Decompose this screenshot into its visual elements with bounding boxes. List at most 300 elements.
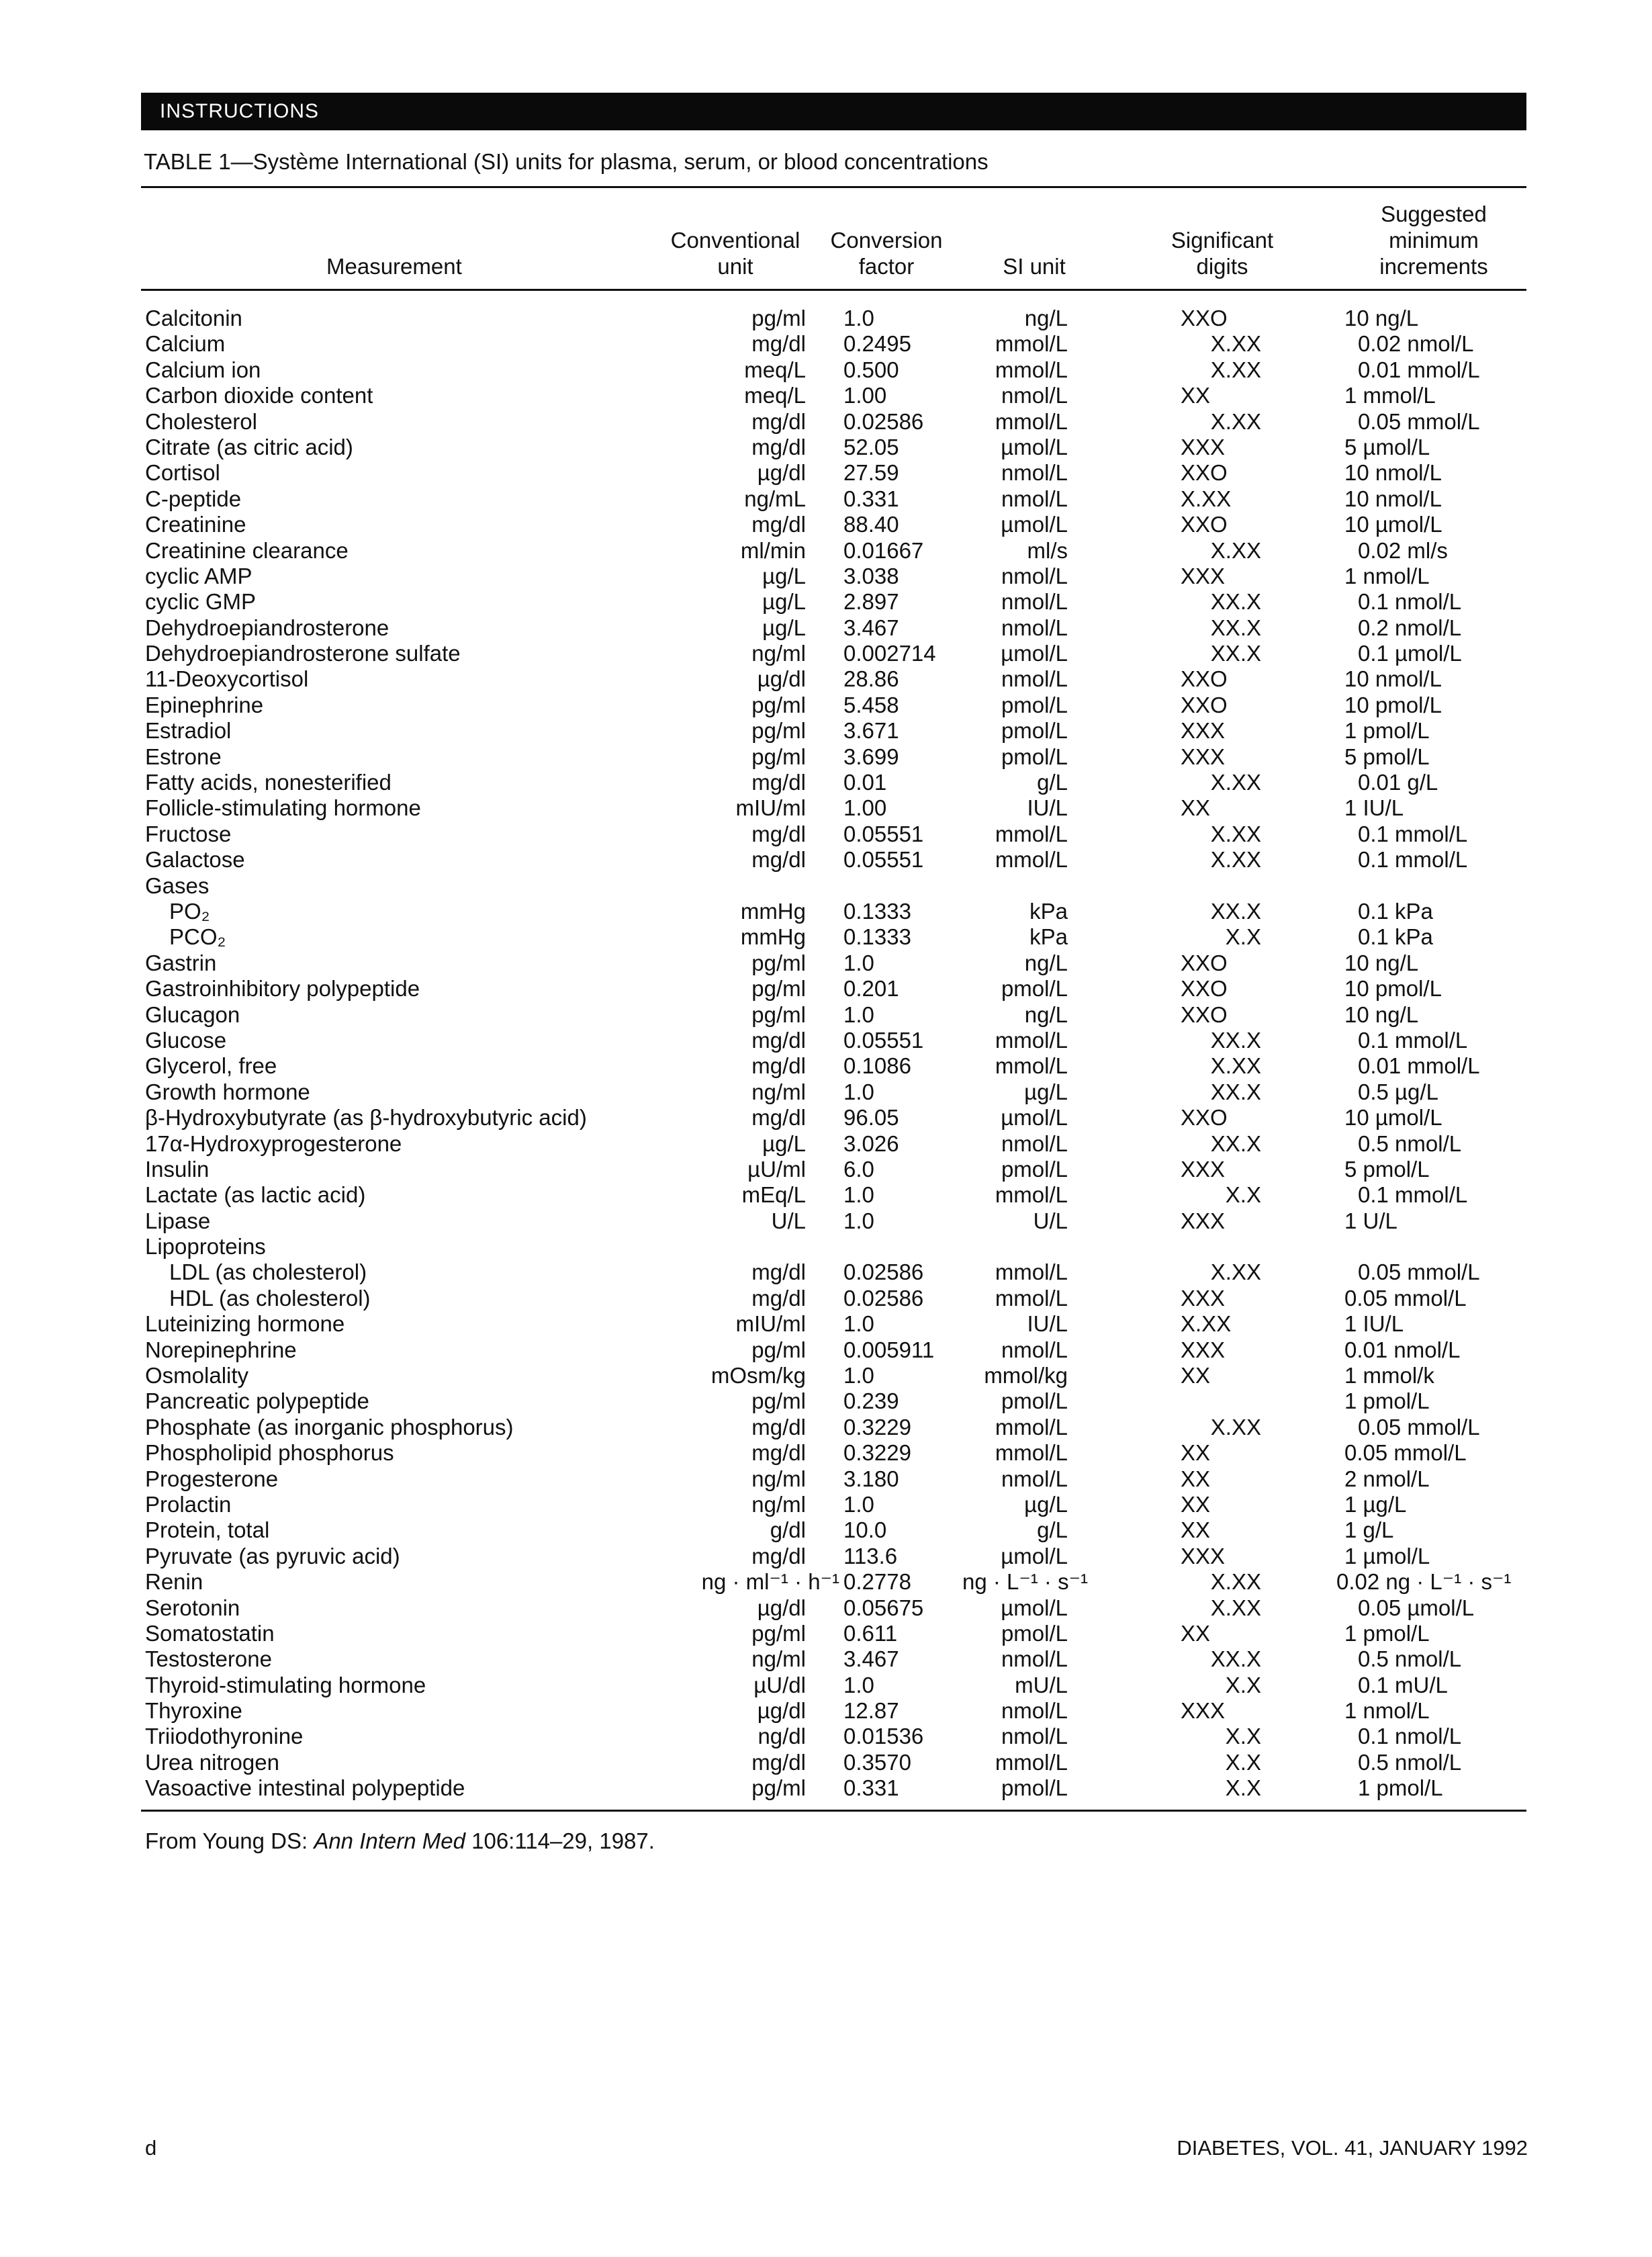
cell-conventional-unit: mg/dl bbox=[751, 1285, 806, 1311]
cell-conventional-unit: µg/L bbox=[762, 589, 806, 615]
cell-measurement: Thyroid-stimulating hormone bbox=[145, 1672, 426, 1697]
cell-conventional-unit: pg/ml bbox=[751, 306, 806, 330]
cell-increment: 0.1 nmol/L bbox=[1358, 589, 1462, 615]
cell-si-unit: mmol/L bbox=[995, 1182, 1068, 1208]
cell-conversion-factor: 0.02586 bbox=[843, 408, 924, 434]
table-row bbox=[0, 1028, 1652, 1053]
cell-conversion-factor: 3.026 bbox=[843, 1131, 899, 1156]
cell-si-unit: pmol/L bbox=[1001, 1156, 1068, 1182]
cell-si-unit: µg/L bbox=[1024, 1491, 1068, 1517]
cell-conventional-unit: ng/ml bbox=[751, 641, 806, 666]
cell-conversion-factor: 0.1333 bbox=[843, 924, 911, 950]
cell-measurement: Estradiol bbox=[145, 718, 232, 744]
cell-significant-digits: XX bbox=[1181, 1363, 1211, 1388]
cell-si-unit: IU/L bbox=[1027, 1311, 1068, 1337]
cell-increment: 0.5 nmol/L bbox=[1358, 1131, 1462, 1156]
cell-conversion-factor: 0.331 bbox=[843, 1775, 899, 1801]
cell-increment: 5 µmol/L bbox=[1344, 434, 1430, 459]
cell-significant-digits: X.XX bbox=[1181, 1311, 1232, 1337]
cell-si-unit: nmol/L bbox=[1001, 1724, 1068, 1749]
cell-conventional-unit: mmHg bbox=[740, 924, 806, 950]
cell-si-unit: nmol/L bbox=[1001, 1131, 1068, 1156]
cell-increment: 0.05 µmol/L bbox=[1358, 1595, 1475, 1620]
table-row bbox=[0, 666, 1652, 692]
cell-si-unit: ng · L⁻¹ · s⁻¹ bbox=[962, 1569, 1088, 1595]
cell-measurement: PCO₂ bbox=[169, 924, 226, 950]
cell-conventional-unit: mOsm/kg bbox=[710, 1363, 806, 1388]
cell-significant-digits: XXO bbox=[1181, 666, 1228, 692]
cell-si-unit: nmol/L bbox=[1001, 486, 1068, 511]
cell-measurement: Carbon dioxide content bbox=[145, 383, 373, 408]
cell-si-unit: pmol/L bbox=[1001, 692, 1068, 717]
cell-increment: 1 IU/L bbox=[1344, 795, 1404, 821]
table-row bbox=[0, 1259, 1652, 1285]
cell-conversion-factor: 0.05675 bbox=[843, 1595, 924, 1620]
cell-si-unit: IU/L bbox=[1027, 795, 1068, 821]
cell-increment: 0.1 mU/L bbox=[1358, 1672, 1448, 1697]
cell-significant-digits: XXO bbox=[1181, 950, 1228, 975]
cell-conventional-unit: meq/L bbox=[744, 383, 806, 408]
cell-measurement: Protein, total bbox=[145, 1517, 270, 1543]
cell-si-unit: mmol/L bbox=[995, 1053, 1068, 1079]
cell-conversion-factor: 0.239 bbox=[843, 1388, 899, 1414]
cell-si-unit: µmol/L bbox=[1001, 641, 1068, 666]
cell-measurement: Urea nitrogen bbox=[145, 1749, 279, 1775]
cell-conversion-factor: 0.002714 bbox=[843, 641, 936, 666]
table-row bbox=[0, 1698, 1652, 1724]
cell-si-unit: mmol/L bbox=[995, 847, 1068, 873]
cell-conversion-factor: 0.005911 bbox=[843, 1337, 935, 1362]
cell-significant-digits: XX bbox=[1181, 383, 1211, 408]
table-row bbox=[0, 1131, 1652, 1157]
cell-si-unit: mmol/L bbox=[995, 821, 1068, 846]
cell-increment: 10 nmol/L bbox=[1344, 486, 1442, 511]
cell-significant-digits: X.XX bbox=[1210, 1595, 1261, 1620]
cell-conversion-factor: 2.897 bbox=[843, 589, 899, 615]
table-row bbox=[0, 1775, 1652, 1801]
cell-significant-digits: XXO bbox=[1181, 460, 1228, 486]
cell-measurement: Fructose bbox=[145, 821, 232, 846]
table-row bbox=[0, 1388, 1652, 1414]
cell-conventional-unit: ng/ml bbox=[751, 1466, 806, 1491]
cell-significant-digits: XX bbox=[1181, 1440, 1211, 1466]
cell-measurement: Dehydroepiandrosterone sulfate bbox=[145, 641, 461, 666]
cell-conversion-factor: 27.59 bbox=[843, 460, 899, 486]
cell-conventional-unit: ng/ml bbox=[751, 1646, 806, 1672]
cell-increment: 0.1 kPa bbox=[1358, 898, 1433, 924]
cell-si-unit: pmol/L bbox=[1001, 718, 1068, 744]
cell-significant-digits: XXO bbox=[1181, 1002, 1228, 1027]
cell-conventional-unit: U/L bbox=[771, 1208, 806, 1233]
cell-si-unit: µmol/L bbox=[1001, 1105, 1068, 1131]
cell-measurement: Phosphate (as inorganic phosphorus) bbox=[145, 1414, 514, 1440]
cell-measurement: Gastroinhibitory polypeptide bbox=[145, 976, 420, 1002]
cell-increment: 10 ng/L bbox=[1344, 306, 1419, 330]
table-row bbox=[0, 770, 1652, 795]
cell-measurement: Norepinephrine bbox=[145, 1337, 297, 1362]
table-row bbox=[0, 873, 1652, 899]
cell-increment: 0.01 mmol/L bbox=[1358, 357, 1480, 382]
cell-increment: 10 ng/L bbox=[1344, 1002, 1419, 1027]
table-row bbox=[0, 383, 1652, 408]
cell-significant-digits: X.X bbox=[1225, 924, 1261, 950]
cell-measurement: Testosterone bbox=[145, 1646, 272, 1672]
page-label: d bbox=[145, 2136, 157, 2160]
cell-significant-digits: XX bbox=[1181, 795, 1211, 821]
cell-significant-digits: X.XX bbox=[1210, 331, 1261, 357]
table-row bbox=[0, 976, 1652, 1002]
table-row bbox=[0, 1569, 1652, 1595]
table-row bbox=[0, 693, 1652, 718]
cell-conversion-factor: 88.40 bbox=[843, 512, 899, 537]
cell-measurement: cyclic AMP bbox=[145, 563, 253, 588]
cell-conventional-unit: pg/ml bbox=[751, 744, 806, 769]
table-row bbox=[0, 460, 1652, 486]
cell-conventional-unit: mIU/ml bbox=[735, 795, 806, 821]
cell-conventional-unit: pg/ml bbox=[751, 976, 806, 1002]
cell-increment: 0.05 mmol/L bbox=[1358, 408, 1480, 434]
table-row bbox=[0, 1466, 1652, 1492]
cell-conventional-unit: mIU/ml bbox=[735, 1311, 806, 1337]
cell-increment: 0.01 mmol/L bbox=[1358, 1053, 1480, 1079]
cell-significant-digits: XXO bbox=[1181, 692, 1228, 717]
cell-significant-digits: X.X bbox=[1225, 1182, 1261, 1208]
cell-conventional-unit: mg/dl bbox=[751, 1414, 806, 1440]
cell-significant-digits: X.XX bbox=[1210, 1414, 1261, 1440]
table-row bbox=[0, 1286, 1652, 1311]
cell-increment: 0.05 mmol/L bbox=[1358, 1414, 1480, 1440]
table-row bbox=[0, 1002, 1652, 1028]
cell-si-unit: µmol/L bbox=[1001, 1595, 1068, 1620]
cell-increment: 0.1 kPa bbox=[1358, 924, 1433, 950]
table-row bbox=[0, 1311, 1652, 1337]
cell-measurement: Glucose bbox=[145, 1027, 227, 1053]
cell-si-unit: nmol/L bbox=[1001, 615, 1068, 640]
cell-significant-digits: XXX bbox=[1181, 1285, 1226, 1311]
cell-si-unit: kPa bbox=[1029, 924, 1068, 950]
cell-significant-digits: XXX bbox=[1181, 1156, 1226, 1182]
cell-increment: 0.2 nmol/L bbox=[1358, 615, 1462, 640]
cell-measurement: PO₂ bbox=[169, 898, 210, 924]
table-row bbox=[0, 899, 1652, 924]
cell-measurement: Pancreatic polypeptide bbox=[145, 1388, 369, 1414]
cell-significant-digits: X.XX bbox=[1181, 486, 1232, 511]
cell-increment: 1 mmol/L bbox=[1344, 383, 1436, 408]
cell-significant-digits: XX.X bbox=[1210, 898, 1261, 924]
cell-conventional-unit: mg/dl bbox=[751, 1027, 806, 1053]
cell-conversion-factor: 0.05551 bbox=[843, 847, 924, 873]
cell-measurement: HDL (as cholesterol) bbox=[169, 1285, 371, 1311]
cell-increment: 0.01 g/L bbox=[1358, 770, 1438, 795]
cell-conventional-unit: ng/ml bbox=[751, 1491, 806, 1517]
cell-measurement: Estrone bbox=[145, 744, 222, 769]
cell-measurement: Creatinine clearance bbox=[145, 537, 349, 563]
cell-increment: 10 pmol/L bbox=[1344, 976, 1442, 1002]
cell-conversion-factor: 1.0 bbox=[843, 1311, 874, 1337]
table-top-rule bbox=[141, 186, 1526, 188]
cell-conventional-unit: µg/dl bbox=[757, 1595, 806, 1620]
cell-conventional-unit: mg/dl bbox=[751, 408, 806, 434]
table-row bbox=[0, 331, 1652, 357]
cell-conventional-unit: mg/dl bbox=[751, 1749, 806, 1775]
cell-si-unit: pmol/L bbox=[1001, 976, 1068, 1002]
cell-increment: 0.1 mmol/L bbox=[1358, 847, 1468, 873]
table-row bbox=[0, 1234, 1652, 1259]
table-header-rule bbox=[141, 289, 1526, 291]
table-row bbox=[0, 1105, 1652, 1131]
column-header-suggested-increments: Suggested minimum increments bbox=[1379, 202, 1488, 279]
cell-conversion-factor: 10.0 bbox=[843, 1517, 887, 1543]
cell-si-unit: mmol/L bbox=[995, 357, 1068, 382]
table-row bbox=[0, 1182, 1652, 1208]
cell-si-unit: ng/L bbox=[1024, 1002, 1068, 1027]
cell-si-unit: mmol/L bbox=[995, 1440, 1068, 1466]
cell-measurement: Osmolality bbox=[145, 1363, 249, 1388]
cell-si-unit: mmol/L bbox=[995, 331, 1068, 357]
cell-significant-digits: XX.X bbox=[1210, 641, 1261, 666]
cell-increment: 1 pmol/L bbox=[1344, 1388, 1430, 1414]
cell-conversion-factor: 3.467 bbox=[843, 1646, 899, 1672]
table-row bbox=[0, 641, 1652, 666]
cell-conventional-unit: µg/L bbox=[762, 615, 806, 640]
cell-significant-digits: XXO bbox=[1181, 976, 1228, 1002]
journal-info: DIABETES, VOL. 41, JANUARY 1992 bbox=[1177, 2136, 1528, 2160]
cell-conventional-unit: pg/ml bbox=[751, 1388, 806, 1414]
cell-measurement: Galactose bbox=[145, 847, 245, 873]
cell-conversion-factor: 52.05 bbox=[843, 434, 899, 459]
cell-increment: 0.1 mmol/L bbox=[1358, 821, 1468, 846]
cell-measurement: Gases bbox=[145, 873, 210, 898]
cell-si-unit: nmol/L bbox=[1001, 589, 1068, 615]
cell-measurement: Triiodothyronine bbox=[145, 1724, 304, 1749]
cell-significant-digits: X.X bbox=[1225, 1749, 1261, 1775]
table-row bbox=[0, 1053, 1652, 1079]
cell-measurement: C-peptide bbox=[145, 486, 242, 511]
cell-conventional-unit: pg/ml bbox=[751, 1002, 806, 1027]
cell-conversion-factor: 1.00 bbox=[843, 795, 887, 821]
cell-si-unit: pmol/L bbox=[1001, 1620, 1068, 1646]
cell-increment: 0.1 mmol/L bbox=[1358, 1182, 1468, 1208]
cell-significant-digits: XX.X bbox=[1210, 1131, 1261, 1156]
cell-si-unit: ng/L bbox=[1024, 306, 1068, 330]
table-row bbox=[0, 1492, 1652, 1517]
cell-si-unit: pmol/L bbox=[1001, 744, 1068, 769]
cell-conversion-factor: 0.201 bbox=[843, 976, 899, 1002]
cell-significant-digits: XX.X bbox=[1210, 615, 1261, 640]
cell-increment: 0.02 ml/s bbox=[1358, 537, 1448, 563]
cell-si-unit: µg/L bbox=[1024, 1079, 1068, 1104]
cell-conventional-unit: µg/dl bbox=[757, 666, 806, 692]
cell-conventional-unit: mg/dl bbox=[751, 821, 806, 846]
cell-measurement: Progesterone bbox=[145, 1466, 279, 1491]
cell-conventional-unit: µg/L bbox=[762, 563, 806, 588]
cell-significant-digits: XX bbox=[1181, 1491, 1211, 1517]
cell-measurement: Lipase bbox=[145, 1208, 211, 1233]
cell-significant-digits: X.XX bbox=[1210, 408, 1261, 434]
cell-conventional-unit: pg/ml bbox=[751, 1620, 806, 1646]
table-row bbox=[0, 718, 1652, 744]
cell-increment: 10 µmol/L bbox=[1344, 512, 1442, 537]
cell-measurement: Lactate (as lactic acid) bbox=[145, 1182, 366, 1208]
cell-increment: 1 pmol/L bbox=[1344, 1620, 1430, 1646]
source-prefix: From Young DS: bbox=[145, 1828, 314, 1853]
cell-conventional-unit: µg/L bbox=[762, 1131, 806, 1156]
cell-increment: 0.1 nmol/L bbox=[1358, 1724, 1462, 1749]
cell-significant-digits: X.XX bbox=[1210, 357, 1261, 382]
cell-measurement: Citrate (as citric acid) bbox=[145, 434, 353, 459]
table-source-note bbox=[145, 1828, 655, 1854]
cell-conversion-factor: 6.0 bbox=[843, 1156, 874, 1182]
cell-conversion-factor: 3.699 bbox=[843, 744, 899, 769]
cell-conventional-unit: mg/dl bbox=[751, 1259, 806, 1285]
cell-increment: 0.02 ng · L⁻¹ · s⁻¹ bbox=[1336, 1569, 1512, 1595]
table-row bbox=[0, 1079, 1652, 1105]
cell-si-unit: µmol/L bbox=[1001, 512, 1068, 537]
table-row bbox=[0, 795, 1652, 821]
section-banner: INSTRUCTIONS bbox=[141, 93, 1526, 130]
cell-increment: 1 mmol/k bbox=[1344, 1363, 1434, 1388]
cell-increment: 0.1 mmol/L bbox=[1358, 1027, 1468, 1053]
column-header-measurement: Measurement bbox=[326, 254, 462, 279]
cell-significant-digits: XXX bbox=[1181, 744, 1226, 769]
cell-si-unit: nmol/L bbox=[1001, 383, 1068, 408]
cell-measurement: Fatty acids, nonesterified bbox=[145, 770, 392, 795]
cell-conventional-unit: pg/ml bbox=[751, 950, 806, 975]
cell-conversion-factor: 3.038 bbox=[843, 563, 899, 588]
cell-conversion-factor: 0.3229 bbox=[843, 1440, 911, 1466]
column-header-conversion-factor: Conversion factor bbox=[830, 228, 943, 279]
cell-measurement: Cholesterol bbox=[145, 408, 257, 434]
cell-significant-digits: XXO bbox=[1181, 512, 1228, 537]
cell-conventional-unit: µg/dl bbox=[757, 1698, 806, 1724]
cell-measurement: Luteinizing hormone bbox=[145, 1311, 345, 1337]
cell-conversion-factor: 1.0 bbox=[843, 1208, 874, 1233]
table-row bbox=[0, 486, 1652, 512]
cell-increment: 0.05 mmol/L bbox=[1344, 1285, 1467, 1311]
cell-significant-digits: XX.X bbox=[1210, 1079, 1261, 1104]
cell-conversion-factor: 0.2778 bbox=[843, 1569, 911, 1595]
source-suffix: 106:114–29, 1987. bbox=[465, 1828, 655, 1853]
cell-increment: 1 g/L bbox=[1344, 1517, 1394, 1543]
cell-increment: 10 µmol/L bbox=[1344, 1105, 1442, 1131]
cell-increment: 0.02 nmol/L bbox=[1358, 331, 1474, 357]
cell-si-unit: g/L bbox=[1037, 1517, 1068, 1543]
cell-conventional-unit: mmHg bbox=[740, 898, 806, 924]
cell-measurement: Calcium bbox=[145, 331, 226, 357]
table-row bbox=[0, 589, 1652, 615]
cell-measurement: 17α-Hydroxyprogesterone bbox=[145, 1131, 402, 1156]
cell-increment: 0.5 µg/L bbox=[1358, 1079, 1438, 1104]
cell-increment: 1 nmol/L bbox=[1344, 563, 1430, 588]
cell-si-unit: mmol/L bbox=[995, 408, 1068, 434]
cell-significant-digits: XXX bbox=[1181, 434, 1226, 459]
cell-significant-digits: XX.X bbox=[1210, 1027, 1261, 1053]
cell-measurement: Thyroxine bbox=[145, 1698, 242, 1724]
table-row bbox=[0, 1337, 1652, 1363]
cell-conversion-factor: 0.331 bbox=[843, 486, 899, 511]
cell-measurement: Insulin bbox=[145, 1156, 210, 1182]
cell-increment: 0.01 nmol/L bbox=[1344, 1337, 1461, 1362]
column-header-conventional-unit: Conventional unit bbox=[670, 228, 800, 279]
cell-conversion-factor: 0.02586 bbox=[843, 1259, 924, 1285]
cell-si-unit: nmol/L bbox=[1001, 1698, 1068, 1724]
cell-si-unit: nmol/L bbox=[1001, 563, 1068, 588]
source-journal: Ann Intern Med bbox=[314, 1828, 465, 1853]
cell-measurement: Prolactin bbox=[145, 1491, 232, 1517]
cell-conversion-factor: 1.0 bbox=[843, 1491, 874, 1517]
cell-increment: 1 pmol/L bbox=[1358, 1775, 1443, 1801]
cell-measurement: Somatostatin bbox=[145, 1620, 275, 1646]
cell-conversion-factor: 3.180 bbox=[843, 1466, 899, 1491]
cell-conversion-factor: 3.467 bbox=[843, 615, 899, 640]
cell-conventional-unit: pg/ml bbox=[751, 718, 806, 744]
cell-si-unit: mmol/L bbox=[995, 1259, 1068, 1285]
table-row bbox=[0, 615, 1652, 641]
cell-conversion-factor: 0.3570 bbox=[843, 1749, 911, 1775]
cell-increment: 1 nmol/L bbox=[1344, 1698, 1430, 1724]
cell-conventional-unit: ml/min bbox=[740, 537, 806, 563]
cell-increment: 0.05 mmol/L bbox=[1344, 1440, 1467, 1466]
table-row bbox=[0, 435, 1652, 460]
cell-conversion-factor: 0.01 bbox=[843, 770, 887, 795]
cell-conventional-unit: mg/dl bbox=[751, 512, 806, 537]
cell-conventional-unit: meq/L bbox=[744, 357, 806, 382]
cell-si-unit: pmol/L bbox=[1001, 1775, 1068, 1801]
cell-conventional-unit: pg/ml bbox=[751, 1337, 806, 1362]
cell-conversion-factor: 1.0 bbox=[843, 950, 874, 975]
table-row bbox=[0, 306, 1652, 331]
cell-increment: 1 µg/L bbox=[1344, 1491, 1407, 1517]
cell-conversion-factor: 1.0 bbox=[843, 306, 874, 330]
table-row bbox=[0, 512, 1652, 537]
table-row bbox=[0, 1621, 1652, 1646]
cell-conversion-factor: 0.500 bbox=[843, 357, 899, 382]
cell-significant-digits: X.X bbox=[1225, 1724, 1261, 1749]
cell-significant-digits: XXX bbox=[1181, 1208, 1226, 1233]
cell-conversion-factor: 0.2495 bbox=[843, 331, 911, 357]
cell-increment: 5 pmol/L bbox=[1344, 1156, 1430, 1182]
cell-measurement: Epinephrine bbox=[145, 692, 264, 717]
cell-increment: 10 nmol/L bbox=[1344, 460, 1442, 486]
table-row bbox=[0, 538, 1652, 564]
cell-conversion-factor: 0.611 bbox=[843, 1620, 898, 1646]
cell-significant-digits: XX bbox=[1181, 1466, 1211, 1491]
cell-measurement: cyclic GMP bbox=[145, 589, 256, 615]
cell-measurement: Lipoproteins bbox=[145, 1234, 266, 1259]
cell-conventional-unit: mg/dl bbox=[751, 770, 806, 795]
cell-conversion-factor: 1.0 bbox=[843, 1079, 874, 1104]
cell-increment: 10 ng/L bbox=[1344, 950, 1419, 975]
cell-measurement: Creatinine bbox=[145, 512, 246, 537]
table-row bbox=[0, 847, 1652, 873]
cell-measurement: Glucagon bbox=[145, 1002, 240, 1027]
table-row bbox=[0, 1724, 1652, 1749]
cell-si-unit: mmol/L bbox=[995, 1414, 1068, 1440]
cell-conventional-unit: µU/dl bbox=[753, 1672, 806, 1697]
table-row bbox=[0, 822, 1652, 847]
cell-increment: 0.1 µmol/L bbox=[1358, 641, 1462, 666]
table-row bbox=[0, 1208, 1652, 1234]
column-header-si-unit: SI unit bbox=[1003, 254, 1066, 279]
cell-significant-digits: XXX bbox=[1181, 1698, 1226, 1724]
cell-significant-digits: X.XX bbox=[1210, 1569, 1261, 1595]
cell-measurement: Renin bbox=[145, 1569, 203, 1595]
table-row bbox=[0, 1363, 1652, 1388]
cell-si-unit: nmol/L bbox=[1001, 1337, 1068, 1362]
cell-significant-digits: X.XX bbox=[1210, 1259, 1261, 1285]
cell-increment: 0.5 nmol/L bbox=[1358, 1646, 1462, 1672]
cell-increment: 5 pmol/L bbox=[1344, 744, 1430, 769]
